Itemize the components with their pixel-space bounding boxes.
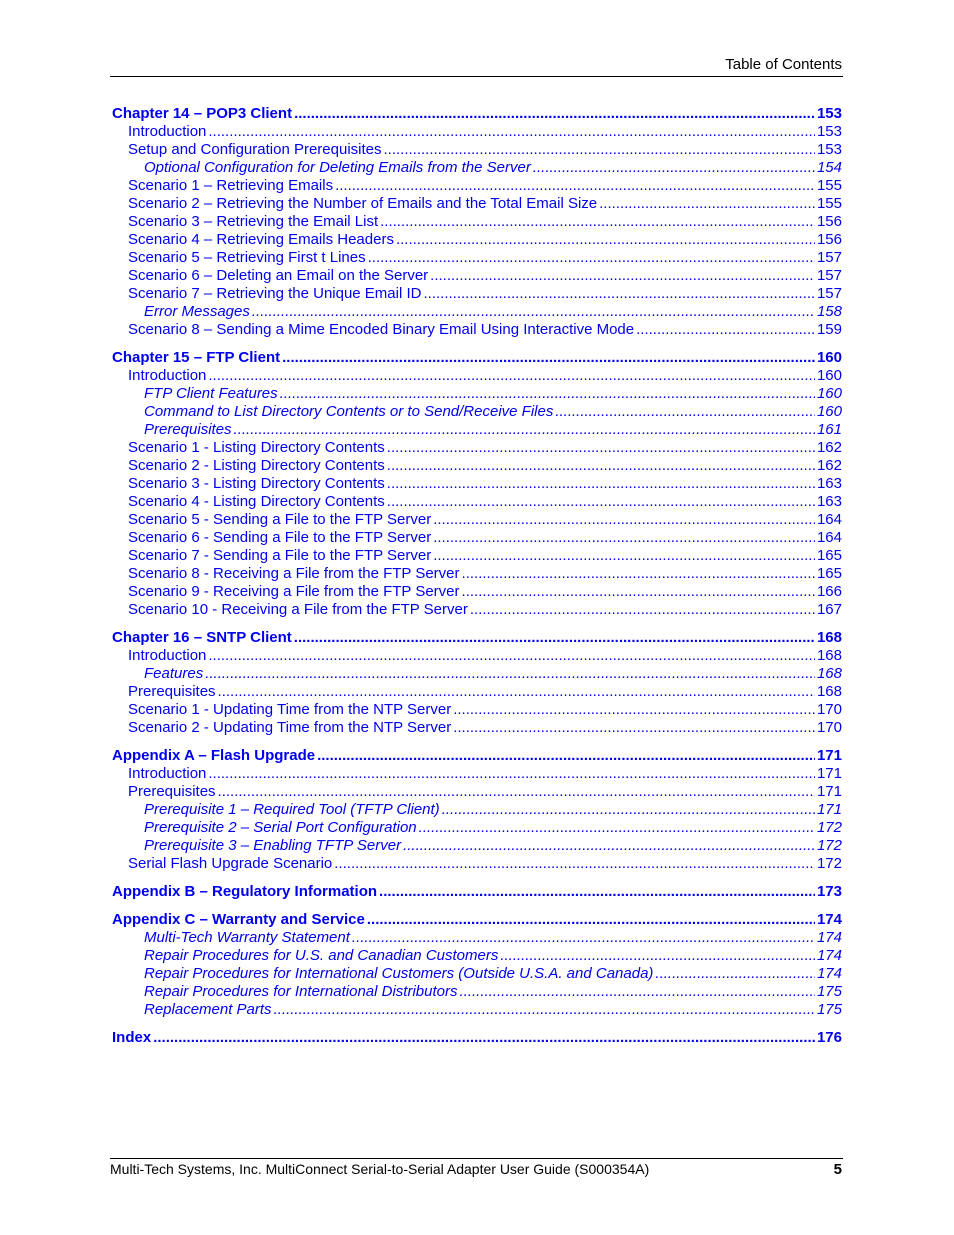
- toc-section-entry[interactable]: [112, 565, 842, 583]
- toc-dot-leader: [423, 285, 814, 303]
- toc-entry-title: Scenario 1 - Updating Time from the NTP Server: [128, 701, 452, 718]
- toc-dot-leader: [379, 883, 815, 901]
- toc-entry-title: Prerequisites: [128, 783, 216, 800]
- toc-dot-leader: [462, 565, 815, 583]
- toc-dot-leader: [403, 837, 815, 855]
- toc-page-number: 174: [816, 965, 842, 982]
- toc-subsection-entry[interactable]: [112, 819, 842, 837]
- toc-dot-leader: [334, 855, 815, 873]
- toc-entry-title: Features: [144, 665, 204, 682]
- toc-page-number: 163: [816, 493, 842, 510]
- toc-entry-title: Repair Procedures for U.S. and Canadian Customers: [144, 947, 499, 964]
- toc-page-number: 162: [816, 439, 842, 456]
- toc-dot-leader: [433, 511, 815, 529]
- toc-dot-leader: [274, 1001, 815, 1019]
- toc-subsection-entry[interactable]: [112, 801, 842, 819]
- toc-dot-leader: [380, 213, 815, 231]
- toc-dot-leader: [352, 929, 815, 947]
- toc-entry-title: Index: [112, 1029, 152, 1046]
- toc-entry-title: Multi-Tech Warranty Statement: [144, 929, 350, 946]
- toc-section-entry[interactable]: [112, 231, 842, 249]
- toc-page-number: 165: [816, 565, 842, 582]
- toc-dot-leader: [470, 601, 815, 619]
- header-title: Table of Contents: [725, 56, 842, 73]
- toc-entry-title: Scenario 7 – Retrieving the Unique Email ID: [128, 285, 422, 302]
- toc-section-entry[interactable]: [112, 511, 842, 529]
- page-footer: [110, 1158, 843, 1178]
- toc-dot-leader: [430, 267, 815, 285]
- toc-section-entry[interactable]: [112, 457, 842, 475]
- toc-entry-title: Introduction: [128, 123, 207, 140]
- toc-page-number: 166: [816, 583, 842, 600]
- toc-page-number: 154: [816, 159, 842, 176]
- toc-page-number: 157: [816, 267, 842, 284]
- toc-page-number: 159: [816, 321, 842, 338]
- toc-page-number: 153: [816, 141, 842, 158]
- toc-entry-title: Scenario 10 - Receiving a File from the FTP Server: [128, 601, 468, 618]
- toc-page-number: 172: [816, 855, 842, 872]
- toc-section-entry[interactable]: [112, 683, 842, 701]
- toc-entry-title: Scenario 9 - Receiving a File from the FTP Server: [128, 583, 460, 600]
- toc-dot-leader: [335, 177, 815, 195]
- toc-dot-leader: [655, 965, 815, 983]
- toc-page-number: 172: [816, 819, 842, 836]
- toc-section-entry[interactable]: [112, 195, 842, 213]
- toc-entry-title: Replacement Parts: [144, 1001, 272, 1018]
- toc-page-number: 171: [816, 765, 842, 782]
- toc-section-entry[interactable]: [112, 529, 842, 547]
- toc-entry-title: Introduction: [128, 367, 207, 384]
- toc-subsection-entry[interactable]: [112, 303, 842, 321]
- toc-section-entry[interactable]: [112, 701, 842, 719]
- table-of-contents: [112, 105, 842, 1047]
- toc-entry-title: Scenario 5 – Retrieving First t Lines: [128, 249, 366, 266]
- toc-dot-leader: [387, 493, 815, 511]
- toc-dot-leader: [387, 439, 815, 457]
- toc-dot-leader: [205, 665, 815, 683]
- toc-entry-title: Scenario 4 – Retrieving Emails Headers: [128, 231, 394, 248]
- toc-chapter-entry[interactable]: [112, 747, 842, 765]
- toc-dot-leader: [533, 159, 815, 177]
- toc-subsection-entry[interactable]: [112, 403, 842, 421]
- toc-entry-title: Scenario 8 – Sending a Mime Encoded Binary Email Using Interactive Mode: [128, 321, 635, 338]
- toc-dot-leader: [555, 403, 815, 421]
- toc-section-entry[interactable]: [112, 321, 842, 339]
- toc-dot-leader: [294, 629, 815, 647]
- toc-entry-title: Repair Procedures for International Distributors: [144, 983, 458, 1000]
- toc-entry-title: Prerequisites: [128, 683, 216, 700]
- toc-page-number: 165: [816, 547, 842, 564]
- toc-dot-leader: [280, 385, 815, 403]
- toc-page-number: 168: [816, 629, 842, 646]
- toc-page-number: 172: [816, 837, 842, 854]
- toc-page-number: 155: [816, 195, 842, 212]
- toc-page-number: 162: [816, 457, 842, 474]
- toc-dot-leader: [433, 547, 815, 565]
- toc-subsection-entry[interactable]: [112, 965, 842, 983]
- toc-page-number: 174: [816, 929, 842, 946]
- toc-section-entry[interactable]: [112, 249, 842, 267]
- toc-entry-title: Appendix C – Warranty and Service: [112, 911, 365, 928]
- toc-entry-title: Error Messages: [144, 303, 250, 320]
- toc-dot-leader: [368, 249, 815, 267]
- toc-page-number: 160: [816, 385, 842, 402]
- toc-subsection-entry[interactable]: [112, 947, 842, 965]
- toc-section-entry[interactable]: [112, 475, 842, 493]
- toc-dot-leader: [419, 819, 815, 837]
- toc-section-entry[interactable]: [112, 439, 842, 457]
- toc-section-entry[interactable]: [112, 855, 842, 873]
- toc-dot-leader: [208, 123, 815, 141]
- toc-entry-title: Scenario 8 - Receiving a File from the FTP Server: [128, 565, 460, 582]
- toc-section-entry[interactable]: [112, 367, 842, 385]
- toc-subsection-entry[interactable]: [112, 385, 842, 403]
- toc-page-number: 175: [816, 1001, 842, 1018]
- toc-entry-title: Chapter 16 – SNTP Client: [112, 629, 292, 646]
- toc-dot-leader: [282, 349, 815, 367]
- footer-text: Multi-Tech Systems, Inc. MultiConnect Serial-to-Serial Adapter User Guide (S000354A): [110, 1161, 650, 1177]
- toc-page-number: 171: [816, 747, 842, 764]
- toc-entry-title: Chapter 15 – FTP Client: [112, 349, 281, 366]
- toc-page-number: 167: [816, 601, 842, 618]
- toc-page-number: 170: [816, 719, 842, 736]
- toc-chapter-entry[interactable]: [112, 349, 842, 367]
- toc-page-number: 153: [816, 105, 842, 122]
- toc-section-entry[interactable]: [112, 783, 842, 801]
- toc-dot-leader: [500, 947, 815, 965]
- toc-chapter-entry[interactable]: [112, 883, 842, 901]
- toc-entry-title: Scenario 5 - Sending a File to the FTP Server: [128, 511, 432, 528]
- toc-page-number: 161: [816, 421, 842, 438]
- toc-entry-title: Optional Configuration for Deleting Emails from the Server: [144, 159, 531, 176]
- toc-dot-leader: [459, 983, 814, 1001]
- toc-page-number: 176: [816, 1029, 842, 1046]
- toc-dot-leader: [218, 683, 815, 701]
- toc-page-number: 157: [816, 285, 842, 302]
- toc-dot-leader: [234, 421, 815, 439]
- toc-dot-leader: [396, 231, 815, 249]
- toc-entry-title: Scenario 6 – Deleting an Email on the Server: [128, 267, 429, 284]
- toc-section-entry[interactable]: [112, 213, 842, 231]
- toc-dot-leader: [367, 911, 815, 929]
- toc-page-number: 153: [816, 123, 842, 140]
- toc-entry-title: Scenario 7 - Sending a File to the FTP Server: [128, 547, 432, 564]
- toc-section-entry[interactable]: [112, 601, 842, 619]
- toc-dot-leader: [208, 647, 815, 665]
- toc-subsection-entry[interactable]: [112, 421, 842, 439]
- toc-page-number: 160: [816, 349, 842, 366]
- toc-dot-leader: [384, 141, 815, 159]
- toc-section-entry[interactable]: [112, 267, 842, 285]
- toc-dot-leader: [599, 195, 815, 213]
- toc-entry-title: Chapter 14 – POP3 Client: [112, 105, 293, 122]
- toc-section-entry[interactable]: [112, 719, 842, 737]
- toc-subsection-entry[interactable]: [112, 837, 842, 855]
- toc-page-number: 163: [816, 475, 842, 492]
- toc-subsection-entry[interactable]: [112, 665, 842, 683]
- toc-entry-title: Scenario 3 – Retrieving the Email List: [128, 213, 379, 230]
- toc-dot-leader: [453, 719, 815, 737]
- toc-section-entry[interactable]: [112, 177, 842, 195]
- page-header: [110, 55, 843, 77]
- toc-dot-leader: [442, 801, 815, 819]
- toc-entry-title: Prerequisites: [144, 421, 232, 438]
- toc-section-entry[interactable]: [112, 765, 842, 783]
- toc-entry-title: Serial Flash Upgrade Scenario: [128, 855, 333, 872]
- toc-subsection-entry[interactable]: [112, 1001, 842, 1019]
- toc-entry-title: Command to List Directory Contents or to Send/Receive Files: [144, 403, 554, 420]
- toc-section-entry[interactable]: [112, 647, 842, 665]
- toc-page-number: 164: [816, 529, 842, 546]
- toc-page-number: 175: [816, 983, 842, 1000]
- toc-page-number: 156: [816, 231, 842, 248]
- toc-entry-title: Scenario 4 - Listing Directory Contents: [128, 493, 385, 510]
- toc-page-number: 171: [816, 783, 842, 800]
- toc-section-entry[interactable]: [112, 583, 842, 601]
- toc-page-number: 173: [816, 883, 842, 900]
- toc-entry-title: Introduction: [128, 647, 207, 664]
- toc-dot-leader: [218, 783, 815, 801]
- toc-entry-title: Scenario 6 - Sending a File to the FTP Server: [128, 529, 432, 546]
- toc-page-number: 157: [816, 249, 842, 266]
- toc-entry-title: Scenario 1 – Retrieving Emails: [128, 177, 334, 194]
- toc-section-entry[interactable]: [112, 141, 842, 159]
- toc-entry-title: Prerequisite 1 – Required Tool (TFTP Client): [144, 801, 440, 818]
- toc-page-number: 170: [816, 701, 842, 718]
- toc-entry-title: Setup and Configuration Prerequisites: [128, 141, 382, 158]
- toc-section-entry[interactable]: [112, 123, 842, 141]
- toc-dot-leader: [294, 105, 815, 123]
- toc-chapter-entry[interactable]: [112, 629, 842, 647]
- toc-page-number: 156: [816, 213, 842, 230]
- toc-dot-leader: [387, 475, 815, 493]
- toc-page-number: 168: [816, 647, 842, 664]
- toc-subsection-entry[interactable]: [112, 159, 842, 177]
- toc-entry-title: Appendix A – Flash Upgrade: [112, 747, 316, 764]
- toc-subsection-entry[interactable]: [112, 929, 842, 947]
- toc-section-entry[interactable]: [112, 285, 842, 303]
- toc-page-number: 155: [816, 177, 842, 194]
- toc-dot-leader: [636, 321, 815, 339]
- toc-page-number: 158: [816, 303, 842, 320]
- toc-entry-title: Introduction: [128, 765, 207, 782]
- toc-page-number: 174: [816, 947, 842, 964]
- toc-entry-title: Scenario 2 - Updating Time from the NTP Server: [128, 719, 452, 736]
- toc-chapter-entry[interactable]: [112, 911, 842, 929]
- page-number: 5: [833, 1161, 842, 1178]
- toc-page-number: 168: [816, 665, 842, 682]
- toc-entry-title: FTP Client Features: [144, 385, 278, 402]
- toc-entry-title: Scenario 3 - Listing Directory Contents: [128, 475, 385, 492]
- toc-dot-leader: [153, 1029, 815, 1047]
- toc-entry-title: Prerequisite 2 – Serial Port Configuration: [144, 819, 417, 836]
- toc-subsection-entry[interactable]: [112, 983, 842, 1001]
- toc-section-entry[interactable]: [112, 493, 842, 511]
- toc-chapter-entry[interactable]: [112, 105, 842, 123]
- toc-entry-title: Appendix B – Regulatory Information: [112, 883, 378, 900]
- toc-dot-leader: [252, 303, 815, 321]
- toc-dot-leader: [387, 457, 815, 475]
- toc-page-number: 160: [816, 367, 842, 384]
- toc-page-number: 160: [816, 403, 842, 420]
- toc-dot-leader: [462, 583, 815, 601]
- toc-entry-title: Scenario 2 – Retrieving the Number of Emails and the Total Email Size: [128, 195, 598, 212]
- toc-page-number: 164: [816, 511, 842, 528]
- toc-dot-leader: [317, 747, 815, 765]
- toc-entry-title: Repair Procedures for International Customers (Outside U.S.A. and Canada): [144, 965, 654, 982]
- toc-dot-leader: [208, 367, 815, 385]
- toc-page-number: 168: [816, 683, 842, 700]
- toc-chapter-entry[interactable]: [112, 1029, 842, 1047]
- toc-page-number: 174: [816, 911, 842, 928]
- toc-dot-leader: [453, 701, 815, 719]
- toc-dot-leader: [433, 529, 815, 547]
- toc-section-entry[interactable]: [112, 547, 842, 565]
- toc-dot-leader: [208, 765, 815, 783]
- toc-entry-title: Prerequisite 3 – Enabling TFTP Server: [144, 837, 402, 854]
- toc-entry-title: Scenario 1 - Listing Directory Contents: [128, 439, 385, 456]
- toc-entry-title: Scenario 2 - Listing Directory Contents: [128, 457, 385, 474]
- toc-page-number: 171: [816, 801, 842, 818]
